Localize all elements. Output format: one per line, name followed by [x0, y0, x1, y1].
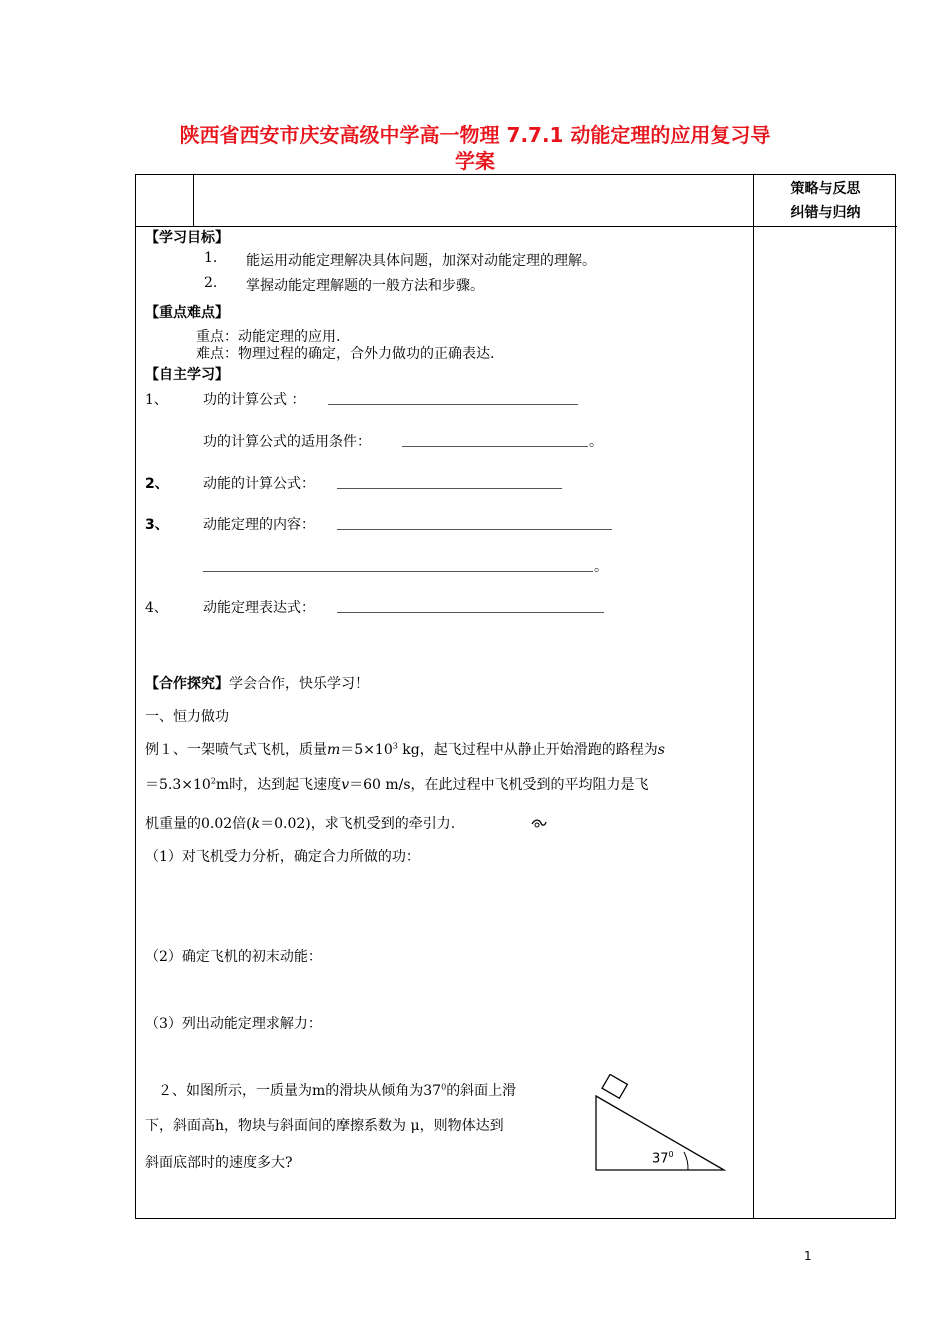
key-point: 重点：动能定理的应用. [196, 329, 341, 345]
question-2: 动能的计算公式： [203, 476, 315, 492]
ex1-var-k: k [251, 816, 261, 832]
answer-blank[interactable] [337, 529, 612, 530]
side-column-header [754, 178, 897, 224]
answer-blank[interactable] [337, 488, 562, 489]
ex1-text: 机重量的0.02倍( [145, 816, 252, 832]
angle-arc [684, 1152, 688, 1170]
ex2-text: ２、如图所示，一质量为m的滑块从倾角为37 [158, 1083, 442, 1099]
answer-blank[interactable] [402, 446, 588, 447]
question-3-number: 3、 [145, 517, 169, 533]
angle-label [652, 1150, 674, 1166]
example-2-line-1 [158, 1080, 516, 1100]
goal-1-number: 1. [204, 250, 218, 266]
ex1-text: ＝5×10 [340, 742, 393, 758]
ex1-text: m时，达到起飞速度 [215, 777, 342, 793]
page-number: 1 [804, 1249, 812, 1263]
coop-heading: 【合作探究】 [145, 676, 229, 692]
table-divider [136, 226, 897, 227]
part-1-heading: 一、恒力做功 [145, 709, 229, 725]
question-1: 功的计算公式 ： [203, 392, 306, 408]
difficulty: 难点：物理过程的确定，合外力做功的正确表达. [196, 346, 495, 362]
step-1: （1）对飞机受力分析，确定合力所做的功： [145, 849, 420, 865]
example-1-line-3 [145, 813, 455, 833]
ex1-exponent: 3 [392, 741, 398, 751]
question-2-number: 2、 [145, 476, 169, 492]
side-header-line-2: 纠错与归纳 [790, 205, 861, 221]
ex1-var-s: s [657, 742, 665, 758]
example-1-line-1 [145, 739, 665, 759]
key-points-heading: 【重点难点】 [145, 305, 229, 321]
goal-2-number: 2. [204, 275, 218, 291]
ex1-text: ＝0.02)，求飞机受到的牵引力. [260, 816, 456, 832]
title-line-2: 学案 [455, 149, 495, 173]
answer-blank[interactable] [337, 612, 604, 613]
answer-blank[interactable] [203, 571, 593, 572]
pen-mark-icon [531, 817, 547, 829]
ex1-text: ＝5.3×10 [145, 777, 211, 793]
ex1-exponent: 2 [210, 776, 216, 786]
goals-heading: 【学习目标】 [145, 230, 229, 246]
question-1b-end: 。 [589, 434, 603, 450]
question-3: 动能定理的内容： [203, 517, 315, 533]
step-2: （2）确定飞机的初末动能： [145, 949, 322, 965]
document-title [120, 122, 830, 174]
example-1-line-2 [145, 774, 649, 794]
question-4: 动能定理表达式： [203, 600, 315, 616]
goal-1: 能运用动能定理解决具体问题，加深对动能定理的理解。 [246, 253, 596, 269]
example-2-line-3: 斜面底部时的速度多大? [145, 1155, 293, 1171]
table-divider [753, 175, 754, 1218]
sliding-block [602, 1074, 627, 1098]
example-2-line-2: 下，斜面高h，物块与斜面间的摩擦系数为 μ，则物体达到 [145, 1118, 504, 1134]
ex1-text: 例１、一架喷气式飞机，质量 [145, 742, 327, 758]
goal-2: 掌握动能定理解题的一般方法和步骤。 [246, 278, 484, 294]
ex1-var-m: m [327, 742, 341, 758]
coop-heading-line [145, 673, 369, 693]
angle-value: 37 [652, 1151, 669, 1167]
question-3-end: 。 [594, 559, 608, 575]
title-line-1: 陕西省西安市庆安高级中学高一物理 7.7.1 动能定理的应用复习导 [179, 123, 771, 147]
step-3: （3）列出动能定理求解力： [145, 1016, 322, 1032]
question-1-number: 1、 [145, 392, 168, 408]
coop-heading-tail: 学会合作，快乐学习！ [229, 676, 369, 692]
question-1b: 功的计算公式的适用条件： [203, 434, 371, 450]
ex1-var-v: v [341, 777, 350, 793]
ex2-exponent: 0 [441, 1082, 447, 1092]
self-study-heading: 【自主学习】 [145, 367, 229, 383]
question-4-number: 4、 [145, 600, 168, 616]
ex2-text: 的斜面上滑 [446, 1083, 517, 1099]
table-divider [193, 175, 194, 227]
angle-exponent: 0 [668, 1150, 674, 1159]
answer-blank[interactable] [328, 404, 578, 405]
side-header-line-1: 策略与反思 [790, 181, 861, 197]
ex1-text: ＝60 m/s，在此过程中飞机受到的平均阻力是飞 [349, 777, 649, 793]
ex1-text: kg，起飞过程中从静止开始滑跑的路程为 [397, 742, 658, 758]
